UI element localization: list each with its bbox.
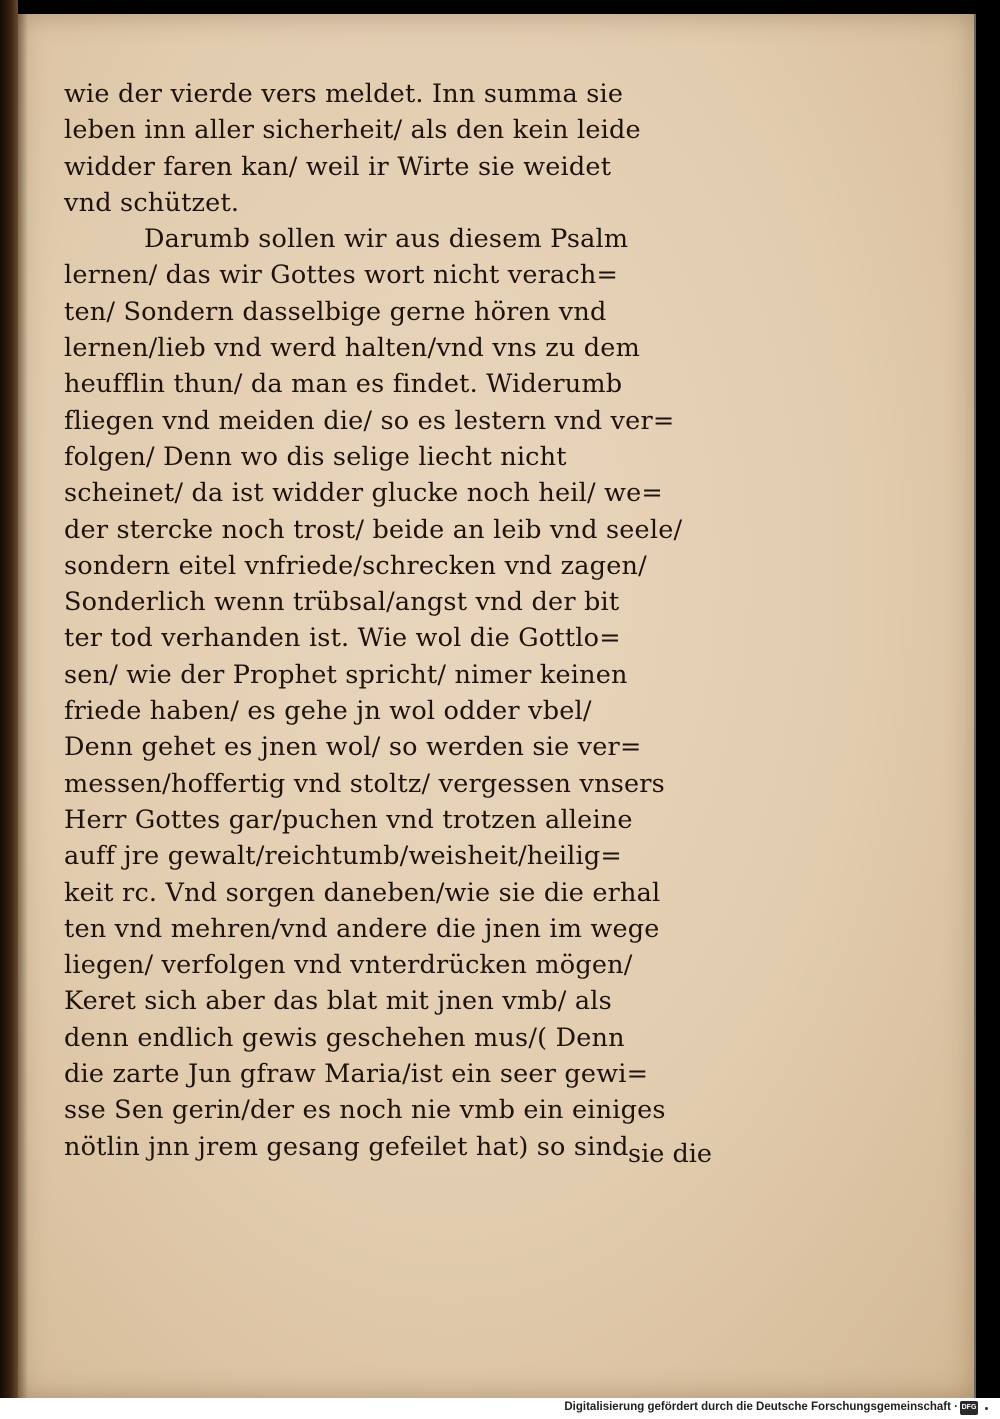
text-line: die zarte Jun gfraw Maria/ist ein seer gewi= xyxy=(64,1059,649,1090)
book-page xyxy=(18,14,976,1398)
dfg-logo: DFG xyxy=(960,1401,978,1415)
text-line: keit rc. Vnd sorgen daneben/wie sie die erhal xyxy=(64,877,661,908)
text-line: ter tod verhanden ist. Wie wol die Gottlo= xyxy=(64,623,621,654)
text-line: leben inn aller sicherheit/ als den kein leide xyxy=(64,115,641,146)
text-line: fliegen vnd meiden die/ so es lestern vnd ver= xyxy=(64,405,675,436)
text-line: ten vnd mehren/vnd andere die jnen im wege xyxy=(64,913,660,944)
text-line: Herr Gottes gar/puchen vnd trotzen alleine xyxy=(64,804,633,835)
text-line: denn endlich gewis geschehen mus/( Denn xyxy=(64,1022,625,1053)
catchword: sie die xyxy=(628,1139,713,1169)
text-line: Keret sich aber das blat mit jnen vmb/ als xyxy=(64,986,612,1017)
footer-bar xyxy=(0,1398,1000,1419)
text-line: friede haben/ es gehe jn wol odder vbel/ xyxy=(64,696,592,727)
text-line: widder faren kan/ weil ir Wirte sie weidet xyxy=(64,151,612,182)
text-line: lernen/ das wir Gottes wort nicht verach= xyxy=(64,260,619,291)
page-text-block xyxy=(64,76,724,1165)
text-line: messen/hoffertig vnd stoltz/ vergessen vnsers xyxy=(64,768,665,799)
funding-credit: Digitalisierung gefördert durch die Deutsche Forschungsgemeinschaft · xyxy=(564,1401,958,1413)
text-line: Darumb sollen wir aus diesem Psalm xyxy=(144,224,629,255)
text-line: Denn gehet es jnen wol/ so werden sie ver= xyxy=(64,732,642,763)
text-line: heufflin thun/ da man es findet. Widerumb xyxy=(64,369,623,400)
text-line: scheinet/ da ist widder glucke noch heil/ we= xyxy=(64,478,663,509)
footer-dot-icon xyxy=(985,1407,988,1410)
text-line: sen/ wie der Prophet spricht/ nimer keinen xyxy=(64,659,628,690)
text-line: nötlin jnn jrem gesang gefeilet hat) so sind xyxy=(64,1131,629,1162)
text-line: sse Sen gerin/der es noch nie vmb ein einiges xyxy=(64,1095,666,1126)
text-line: lernen/lieb vnd werd halten/vnd vns zu dem xyxy=(64,333,640,364)
book-spine-edge xyxy=(0,0,18,1398)
text-line: folgen/ Denn wo dis selige liecht nicht xyxy=(64,441,567,472)
text-line: sondern eitel vnfriede/schrecken vnd zagen/ xyxy=(64,550,647,581)
text-line: liegen/ verfolgen vnd vnterdrücken mögen/ xyxy=(64,950,633,981)
text-line: Sonderlich wenn trübsal/angst vnd der bit xyxy=(64,587,620,618)
text-line: ten/ Sondern dasselbige gerne hören vnd xyxy=(64,296,607,327)
text-line: der stercke noch trost/ beide an leib vnd seele/ xyxy=(64,514,683,545)
text-line: auff jre gewalt/reichtumb/weisheit/heilig= xyxy=(64,841,622,872)
text-line: wie der vierde vers meldet. Inn summa sie xyxy=(64,79,624,109)
text-line: vnd schützet. xyxy=(64,187,240,218)
